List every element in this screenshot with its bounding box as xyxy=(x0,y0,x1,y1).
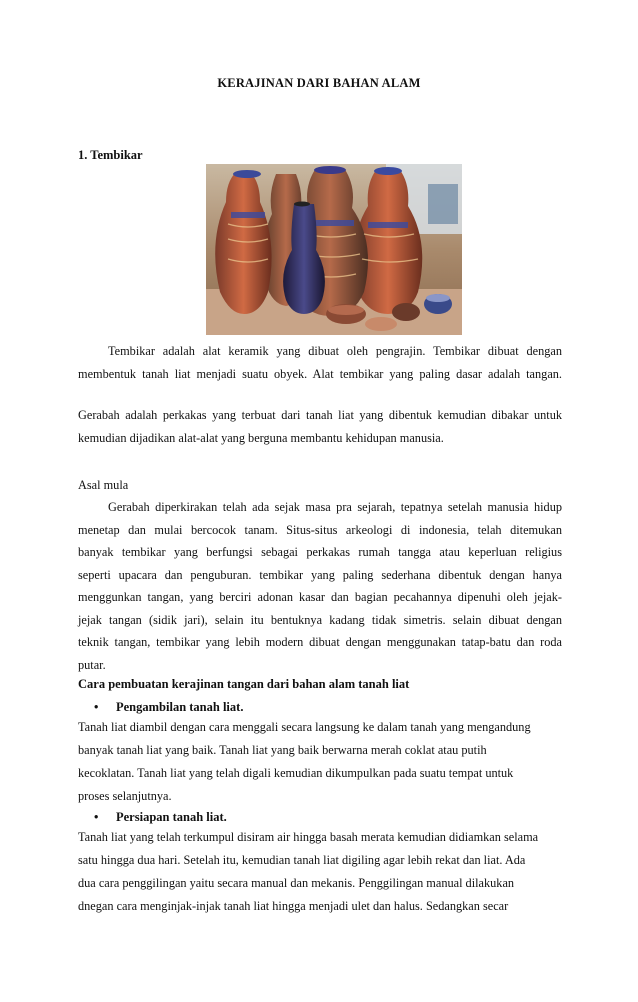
bullet-icon: • xyxy=(94,810,99,824)
text-line: satu hingga dua hari. Setelah itu, kemudian tanah liat digiling agar lebih rekat dan liat. Ada xyxy=(78,853,526,867)
text-line: membentuk tanah liat menjadi suatu obyek. Alat tembikar yang paling dasar adalah tangan. xyxy=(78,366,562,381)
paragraph-asal-mula xyxy=(78,496,562,676)
text-line: Gerabah diperkirakan telah ada sejak masa pra sejarah, tepatnya setelah manusia hidup xyxy=(108,500,562,514)
text-line: kemudian dijadikan alat-alat yang berguna membantu kehidupan manusia. xyxy=(78,430,444,445)
text-line: seperti upacara dan penguburan. tembikar yang paling sederhana dibentuk dengan hanya xyxy=(78,567,562,582)
text-line: kecoklatan. Tanah liat yang telah digali kemudian dikumpulkan pada suatu tempat untuk xyxy=(78,766,514,780)
bullet-label: Pengambilan tanah liat. xyxy=(116,700,244,714)
paragraph-persiapan xyxy=(78,826,562,918)
bullet-label: Persiapan tanah liat. xyxy=(116,810,227,824)
text-line: dnegan cara menginjak-injak tanah liat hingga menjadi ulet dan halus. Sedangkan secar xyxy=(78,899,509,913)
text-line: banyak tanah liat yang baik. Tanah liat yang baik berwarna merah coklat atau putih xyxy=(78,743,487,757)
section-heading: 1. Tembikar xyxy=(78,148,143,162)
paragraph-pengambilan xyxy=(78,716,562,808)
text-line: banyak tembikar yang berfungsi sebagai perkakas rumah tangga atau keperluan religius xyxy=(78,545,562,559)
section-heading-cara: Cara pembuatan kerajinan tangan dari bahan alam tanah liat xyxy=(78,677,410,691)
text-line: menggunkan tangan, yang berciri adonan kasar dan bagian pecahannya dipenuhi oleh jejak- xyxy=(78,590,562,604)
text-line: Gerabah adalah perkakas yang terbuat dari tanah liat yang dibentuk kemudian dibakar untuk xyxy=(78,408,562,422)
bullet-item xyxy=(94,700,243,715)
text-line: teknik tangan, tembikar yang lebih modern dibuat dengan menggunakan tatap-batu dan roda xyxy=(78,635,562,649)
text-line: dua cara penggilingan yaitu secara manual dan mekanis. Penggilingan manual dilakukan xyxy=(78,876,515,890)
asal-mula-label: Asal mula xyxy=(78,478,129,492)
text-line: putar. xyxy=(78,657,106,672)
paragraph-gerabah xyxy=(78,404,562,449)
text-line: Tanah liat yang telah terkumpul disiram air hingga basah merata kemudian didiamkan selama xyxy=(78,830,539,844)
text-line: Tembikar adalah alat keramik yang dibuat oleh pengrajin. Tembikar dibuat dengan xyxy=(108,344,562,358)
page-title: KERAJINAN DARI BAHAN ALAM xyxy=(217,76,421,90)
pottery-vases-photo xyxy=(206,164,462,335)
paragraph-intro xyxy=(78,340,562,385)
pottery-photo-illustration xyxy=(206,164,462,335)
text-line: proses selanjutnya. xyxy=(78,789,172,803)
text-line: menetap dan mulai bercocok tanam. Situs-situs arkeologi di indonesia, telah ditemukan xyxy=(78,522,562,537)
text-line: jejak tangan (sidik jari), selain itu bentuknya kadang tidak simetris. selain dibuat dengan xyxy=(78,612,562,627)
bullet-icon: • xyxy=(94,700,99,714)
text-line: Tanah liat diambil dengan cara menggali secara langsung ke dalam tanah yang mengandung xyxy=(78,720,531,734)
bullet-item xyxy=(94,810,227,825)
